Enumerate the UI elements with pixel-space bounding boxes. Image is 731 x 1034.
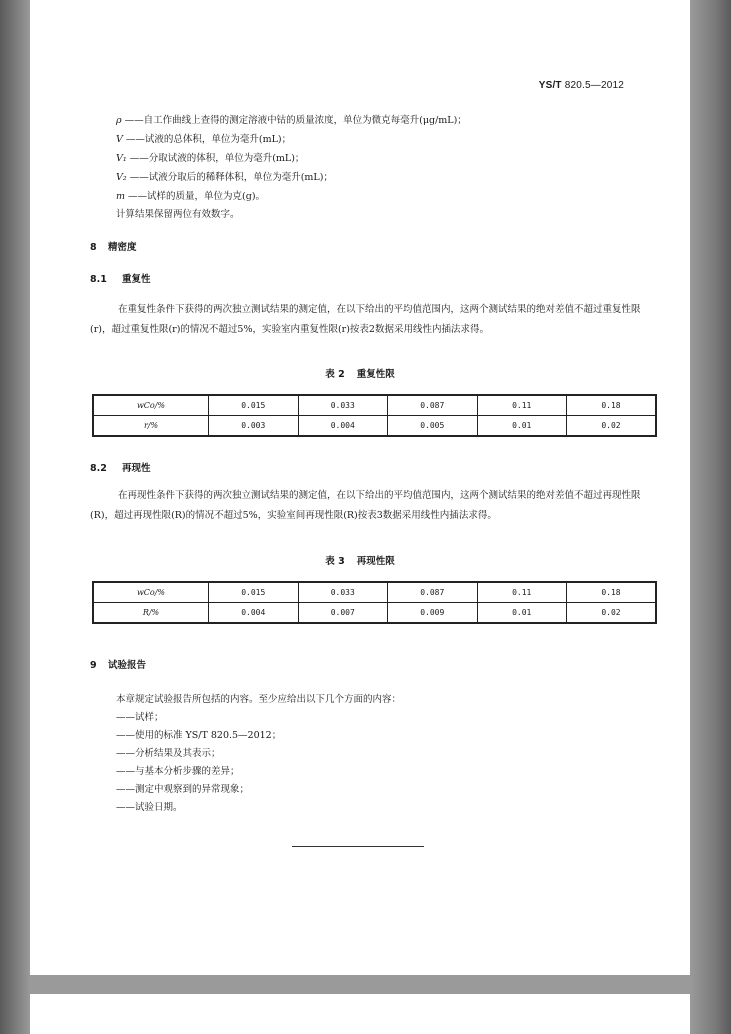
table-cell: 0.005 bbox=[388, 416, 478, 437]
standard-code-header bbox=[539, 80, 624, 91]
caption-title: 重复性限 bbox=[356, 369, 395, 380]
table-cell: 0.009 bbox=[388, 603, 478, 624]
table-cell: 0.01 bbox=[477, 603, 567, 624]
section-title: 重复性 bbox=[122, 274, 151, 285]
standard-code-prefix: YS/T bbox=[538, 80, 562, 91]
report-items-list bbox=[116, 709, 281, 817]
variable-definition bbox=[116, 150, 304, 164]
repeatability-paragraph bbox=[90, 300, 660, 340]
section-number: 8.1 bbox=[90, 274, 107, 285]
section-title: 精密度 bbox=[108, 242, 137, 253]
variable-symbol: V bbox=[116, 134, 123, 145]
list-item: ——试样； bbox=[116, 712, 164, 723]
list-item: ——分析结果及其表示； bbox=[116, 748, 221, 759]
variable-symbol: ρ bbox=[116, 115, 122, 126]
table-cell: 0.015 bbox=[209, 582, 299, 603]
variable-symbol: m bbox=[116, 191, 126, 202]
list-item: ——与基本分析步骤的差异； bbox=[116, 766, 240, 777]
table-cell: 0.18 bbox=[567, 582, 657, 603]
section-8-heading bbox=[90, 239, 137, 253]
table-row bbox=[93, 582, 656, 603]
section-8-1-heading bbox=[90, 271, 151, 285]
section-number: 8 bbox=[90, 242, 97, 253]
list-item: ——试验日期。 bbox=[116, 802, 183, 813]
table-cell: 0.015 bbox=[209, 395, 299, 416]
variable-description: ——自工作曲线上查得的测定溶液中钴的质量浓度，单位为微克每毫升(μg/mL)； bbox=[124, 115, 467, 126]
result-note: 计算结果保留两位有效数字。 bbox=[116, 209, 240, 220]
table-2-caption bbox=[30, 366, 690, 380]
table-cell: 0.033 bbox=[298, 582, 388, 603]
table-row bbox=[93, 395, 656, 416]
table-cell: 0.11 bbox=[477, 582, 567, 603]
table-3-caption bbox=[30, 553, 690, 567]
reproducibility-table bbox=[92, 581, 657, 624]
table-row-label: R/% bbox=[93, 603, 209, 624]
caption-number: 表 3 bbox=[325, 556, 345, 567]
table-cell: 0.004 bbox=[298, 416, 388, 437]
variable-definition bbox=[116, 112, 467, 126]
next-page bbox=[30, 994, 690, 1034]
variable-description: ——分取试液的体积，单位为毫升(mL)； bbox=[129, 153, 305, 164]
variable-symbol: V₁ bbox=[116, 153, 127, 164]
variable-description: ——试液的总体积，单位为毫升(mL)； bbox=[125, 134, 292, 145]
table-cell: 0.004 bbox=[209, 603, 299, 624]
standard-code-number: 820.5—2012 bbox=[561, 80, 624, 91]
variable-symbol: V₂ bbox=[116, 172, 127, 183]
table-cell: 0.087 bbox=[388, 395, 478, 416]
variable-definition bbox=[116, 169, 333, 183]
table-row bbox=[93, 603, 656, 624]
document-page bbox=[30, 0, 690, 975]
section-number: 9 bbox=[90, 660, 97, 671]
variable-definition bbox=[116, 188, 265, 202]
table-cell: 0.003 bbox=[209, 416, 299, 437]
reproducibility-paragraph bbox=[90, 486, 660, 526]
table-cell: 0.11 bbox=[477, 395, 567, 416]
section-number: 8.2 bbox=[90, 463, 107, 474]
end-of-document-rule bbox=[292, 846, 424, 847]
variable-description: ——试样的质量，单位为克(g)。 bbox=[128, 191, 266, 202]
section-title: 试验报告 bbox=[108, 660, 147, 671]
list-item: ——使用的标准 YS/T 820.5—2012； bbox=[116, 730, 282, 741]
paragraph-text: 在再现性条件下获得的两次独立测试结果的测定值，在以下给出的平均值范围内，这两个测试结果的绝对差值不超过再现性限(R)，超过再现性限(R)的情况不超过5%，实验室间再现性限(R)按表3数据采用线性内插法求得。 bbox=[90, 490, 641, 521]
table-cell: 0.033 bbox=[298, 395, 388, 416]
report-intro: 本章规定试验报告所包括的内容。至少应给出以下几个方面的内容： bbox=[116, 694, 402, 705]
table-cell: 0.007 bbox=[298, 603, 388, 624]
variable-definition bbox=[116, 131, 291, 145]
repeatability-table bbox=[92, 394, 657, 437]
variable-description: ——试液分取后的稀释体积，单位为毫升(mL)； bbox=[129, 172, 333, 183]
table-cell: 0.01 bbox=[477, 416, 567, 437]
table-cell: 0.087 bbox=[388, 582, 478, 603]
table-row-label: wCo/% bbox=[93, 395, 209, 416]
caption-number: 表 2 bbox=[325, 369, 345, 380]
section-8-2-heading bbox=[90, 460, 151, 474]
table-row-label: r/% bbox=[93, 416, 209, 437]
table-row-label: wCo/% bbox=[93, 582, 209, 603]
caption-title: 再现性限 bbox=[356, 556, 395, 567]
table-cell: 0.02 bbox=[567, 603, 657, 624]
table-row bbox=[93, 416, 656, 437]
section-title: 再现性 bbox=[122, 463, 151, 474]
section-9-heading bbox=[90, 657, 146, 671]
table-cell: 0.02 bbox=[567, 416, 657, 437]
paragraph-text: 在重复性条件下获得的两次独立测试结果的测定值，在以下给出的平均值范围内，这两个测试结果的绝对差值不超过重复性限(r)，超过重复性限(r)的情况不超过5%，实验室内重复性限(r)按表2数据采用线性内插法求得。 bbox=[90, 304, 641, 335]
table-cell: 0.18 bbox=[567, 395, 657, 416]
list-item: ——测定中观察到的异常现象； bbox=[116, 784, 250, 795]
